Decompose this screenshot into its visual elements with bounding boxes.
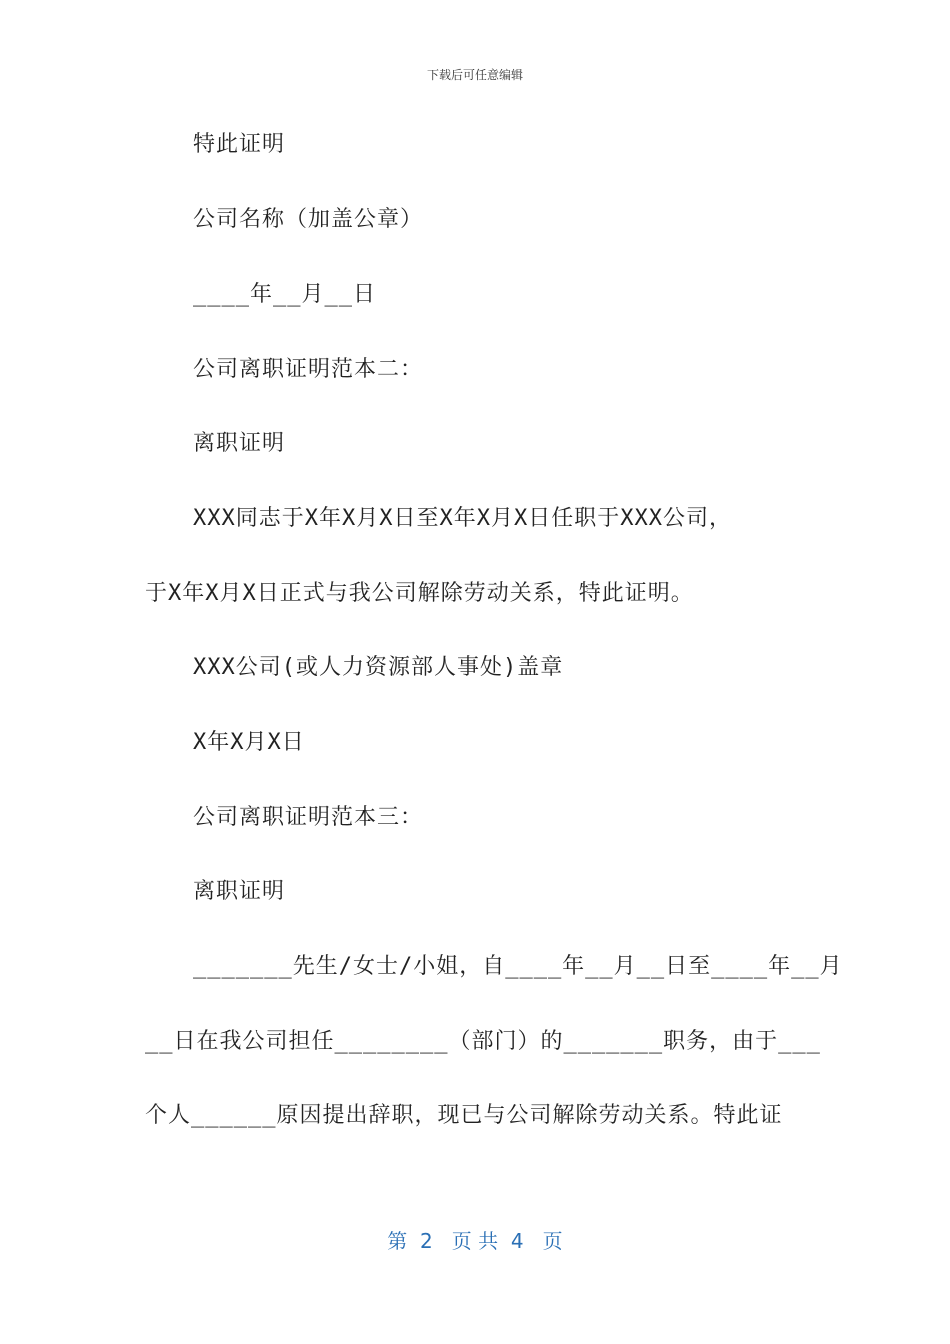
document-title: 离职证明: [193, 879, 286, 904]
paragraph-line: X年X月X日: [193, 730, 305, 755]
document-title: 离职证明: [193, 431, 286, 456]
page-header: 下载后可任意编辑: [426, 68, 523, 82]
paragraph-line: XXX公司(或人力资源部人事处)盖章: [193, 655, 564, 680]
paragraph-line: XXX同志于X年X月X日至X年X月X日任职于XXX公司，: [193, 506, 732, 531]
section-heading: 公司离职证明范本二：: [193, 357, 424, 382]
section-heading: 公司离职证明范本三：: [193, 805, 424, 830]
paragraph-line: __日在我公司担任________（部门）的_______职务，由于___: [145, 1029, 821, 1054]
paragraph-line: _______先生/女士/小姐，自____年__月__日至____年__月: [193, 954, 843, 979]
paragraph-line: 于X年X月X日正式与我公司解除劳动关系，特此证明。: [145, 581, 694, 606]
paragraph-line: 公司名称（加盖公章）: [193, 207, 424, 232]
date-blank-line: ____年__月__日: [193, 282, 376, 307]
paragraph-line: 特此证明: [193, 132, 286, 157]
page-number-footer: 第 2 页 共 4 页: [387, 1229, 563, 1253]
paragraph-line: 个人______原因提出辞职，现已与公司解除劳动关系。特此证: [145, 1103, 783, 1128]
